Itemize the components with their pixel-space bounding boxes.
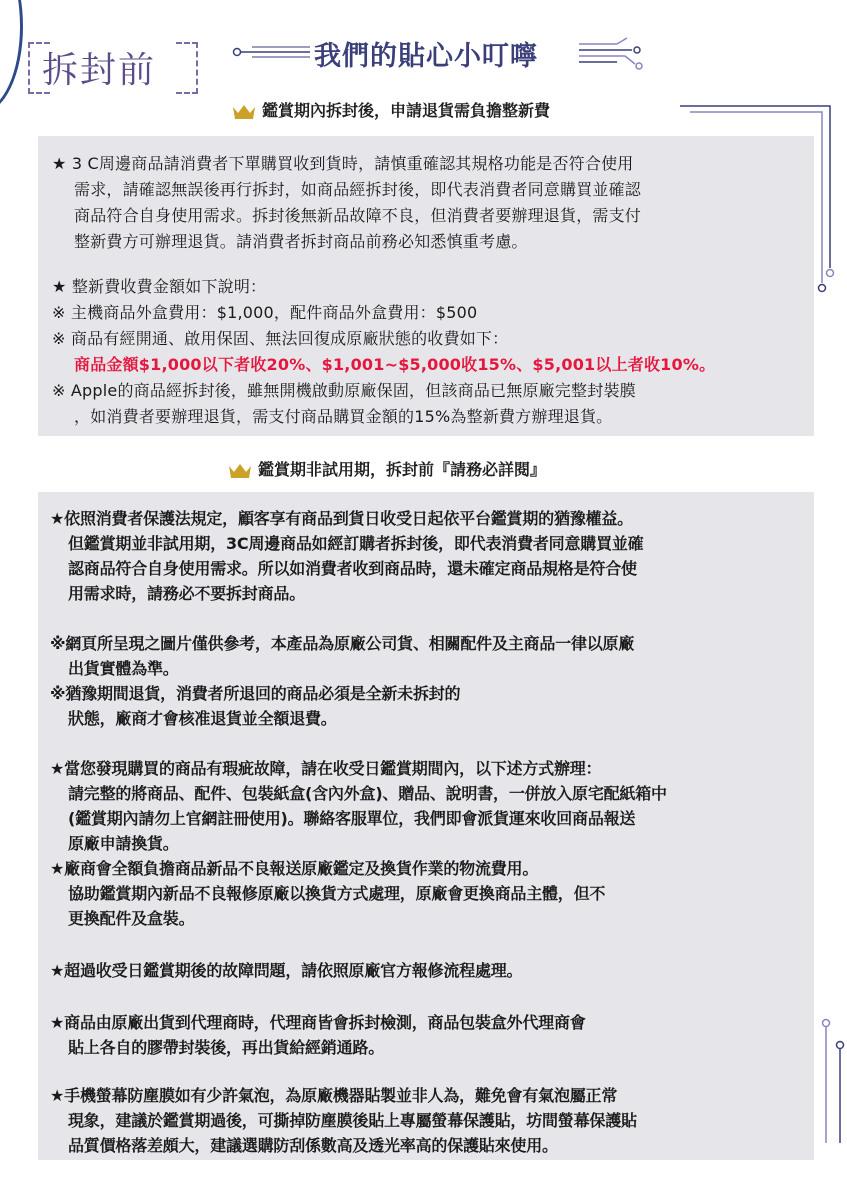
section2-line: ※猶豫期間退貨，消費者所退回的商品必須是全新未拆封的 xyxy=(50,684,461,703)
section2-line: 但鑑賞期並非試用期，3C周邊商品如經訂購者拆封後，即代表消費者同意購買並確 xyxy=(68,534,644,553)
bottom-circuit-decoration xyxy=(818,1015,847,1145)
section1-line: ※ 商品有經開通、啟用保固、無法回復成原廠狀態的收費如下： xyxy=(52,329,509,348)
section2-line: (鑑賞期內請勿上官網註冊使用)。聯絡客服單位，我們即會派貨運來收回商品報送 xyxy=(68,809,636,828)
section2-line: ★商品由原廠出貨到代理商時，代理商皆會拆封檢測，商品包裝盒外代理商會 xyxy=(50,1013,586,1032)
section1-fee-highlight: 商品金額$1,000以下者收20%、$1,001~$5,000收15%、$5,001以上者收10%。 xyxy=(74,355,716,374)
circuit-left-icon xyxy=(232,42,312,62)
section1-title xyxy=(232,98,550,121)
section2-title-text: 鑑賞期非試用期，拆封前『請務必詳閱』 xyxy=(258,460,547,479)
unboxing-title xyxy=(28,38,198,98)
section1-line: 整新費方可辦理退貨。請消費者拆封商品前務必知悉慎重考慮。 xyxy=(74,232,528,251)
section2-line: ★廠商會全額負擔商品新品不良報送原廠鑑定及換貨作業的物流費用。 xyxy=(50,859,539,878)
section1-title-text: 鑑賞期內拆封後，申請退貨需負擔整新費 xyxy=(262,101,551,120)
section2-line: 品質價格落差頗大，建議選購防刮係數高及透光率高的保護貼來使用。 xyxy=(68,1136,558,1155)
section1-line: ※ 主機商品外盒費用：$1,000，配件商品外盒費用：$500 xyxy=(52,303,478,322)
section2-line: ★超過收受日鑑賞期後的故障問題，請依照原廠官方報修流程處理。 xyxy=(50,961,523,980)
section2-line: 更換配件及盒裝。 xyxy=(68,909,195,928)
corner-arc-decoration xyxy=(0,0,23,113)
crown-icon xyxy=(232,104,256,120)
section2-line: 狀態，廠商才會核准退貨並全額退費。 xyxy=(68,709,337,728)
section2-line: 出貨實體為準。 xyxy=(68,659,179,678)
section2-line: 協助鑑賞期內新品不良報修原廠以換貨方式處理，原廠會更換商品主體，但不 xyxy=(68,884,606,903)
section2-line: ★當您發現購買的商品有瑕疵故障，請在收受日鑑賞期間內，以下述方式辦理： xyxy=(50,759,602,778)
section1-line: 需求，請確認無誤後再行拆封，如商品經拆封後，即代表消費者同意購買並確認 xyxy=(74,180,642,199)
section1-line: ，如消費者要辦理退貨，需支付商品購買金額的15%為整新費方辦理退貨。 xyxy=(74,407,613,426)
section2-line: 用需求時，請務必不要拆封商品。 xyxy=(68,584,306,603)
section2-line: 認商品符合自身使用需求。所以如消費者收到商品時，還未確定商品規格是符合使 xyxy=(68,559,637,578)
section1-line: ★ 整新費收費金額如下說明： xyxy=(52,277,267,296)
section2-line: 現象，建議於鑑賞期過後，可撕掉防塵膜後貼上專屬螢幕保護貼，坊間螢幕保護貼 xyxy=(68,1111,637,1130)
section2-line: 原廠申請換貨。 xyxy=(68,834,179,853)
section1-line: ★ 3 C周邊商品請消費者下單購買收到貨時，請慎重確認其規格功能是否符合使用 xyxy=(52,154,634,173)
reminder-title: 我們的貼心小叮嚀 xyxy=(314,41,538,72)
section2-line: ★手機螢幕防塵膜如有少許氣泡，為原廠機器貼製並非人為，難免會有氣泡屬正常 xyxy=(50,1086,618,1105)
section2-line: 貼上各自的膠帶封裝後，再出貨給經銷通路。 xyxy=(68,1038,385,1057)
reminder-heading xyxy=(232,34,652,74)
right-bracket-decoration xyxy=(176,42,198,94)
section2-title xyxy=(228,457,546,480)
section1-line: ※ Apple的商品經拆封後，雖無開機啟動原廠保固，但該商品已無原廠完整封裝膜 xyxy=(52,381,636,400)
page-title: 拆封前 xyxy=(42,50,157,91)
section2-line: 請完整的將商品、配件、包裝紙盒(含內外盒)、贈品、說明書，一併放入原宅配紙箱中 xyxy=(68,784,667,803)
section2-line: ※網頁所呈現之圖片僅供參考，本產品為原廠公司貨、相關配件及主商品一律以原廠 xyxy=(50,634,635,653)
crown-icon xyxy=(228,463,252,479)
section1-line: 商品符合自身使用需求。拆封後無新品故障不良，但消費者要辦理退貨，需支付 xyxy=(74,206,642,225)
section2-line: ★依照消費者保護法規定，顧客享有商品到貨日收受日起依平台鑑賞期的猶豫權益。 xyxy=(50,509,633,528)
circuit-right-icon xyxy=(577,36,652,70)
